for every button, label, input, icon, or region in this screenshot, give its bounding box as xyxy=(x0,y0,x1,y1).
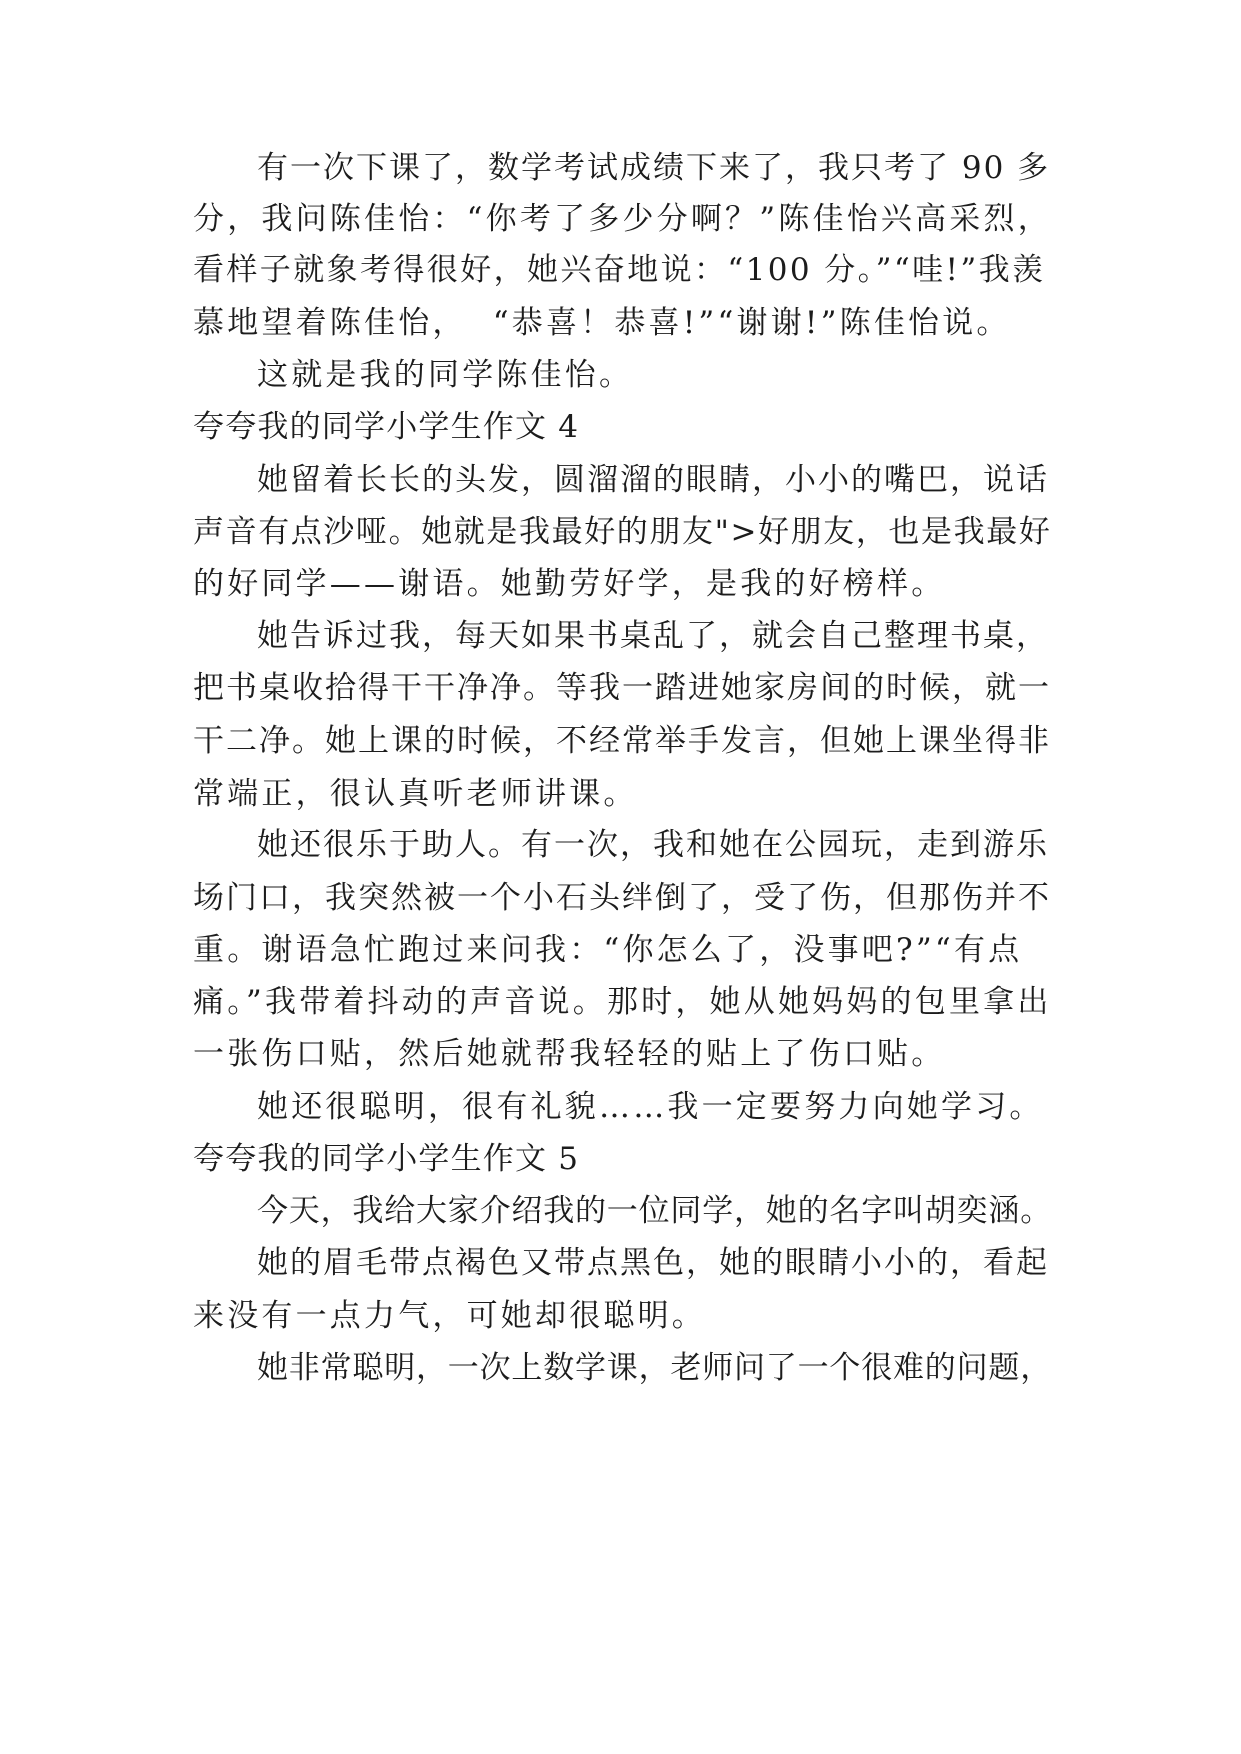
paragraph-line: 场门口，我突然被一个小石头绊倒了，受了伤，但那伤并不 xyxy=(193,880,1051,916)
paragraph-line: 她的眉毛带点褐色又带点黑色，她的眼睛小小的，看起 xyxy=(257,1245,1049,1281)
paragraph-line: 的好同学——谢语。她勤劳好学，是我的好榜样。 xyxy=(193,566,946,602)
paragraph-line: 慕地望着陈佳怡， “恭喜！恭喜!”“谢谢!”陈佳怡说。 xyxy=(193,305,1011,341)
paragraph-line: 有一次下课了，数学考试成绩下来了，我只考了 90 多 xyxy=(257,150,1051,186)
paragraph-line: 她留着长长的头发，圆溜溜的眼睛，小小的嘴巴，说话 xyxy=(257,462,1049,498)
paragraph-line: 她还很乐于助人。有一次，我和她在公园玩，走到游乐 xyxy=(257,827,1049,863)
paragraph-line: 分，我问陈佳怡：“你考了多少分啊？”陈佳怡兴高采烈， xyxy=(193,201,1052,237)
paragraph-line: 常端正，很认真听老师讲课。 xyxy=(193,776,638,812)
paragraph-line: 她还很聪明，很有礼貌……我一定要努力向她学习。 xyxy=(257,1089,1044,1125)
paragraph-line: 重。谢语急忙跑过来问我：“你怎么了，没事吧?”“有点 xyxy=(193,932,1023,968)
paragraph-line: 干二净。她上课的时候，不经常举手发言，但她上课坐得非 xyxy=(193,723,1051,759)
paragraph-line: 看样子就象考得很好，她兴奋地说：“100 分。”“哇!”我羡 xyxy=(193,252,1046,288)
paragraph-line: 今天，我给大家介绍我的一位同学，她的名字叫胡奕涵。 xyxy=(257,1193,1052,1229)
paragraph-line: 来没有一点力气，可她却很聪明。 xyxy=(193,1298,706,1334)
paragraph-line: 她非常聪明，一次上数学课，老师问了一个很难的问题， xyxy=(257,1350,1052,1386)
section-heading: 夸夸我的同学小学生作文 4 xyxy=(193,409,580,445)
paragraph-line: 这就是我的同学陈佳怡。 xyxy=(257,357,634,393)
paragraph-line: 把书桌收拾得干干净净。等我一踏进她家房间的时候，就一 xyxy=(193,670,1051,706)
paragraph-line: 声音有点沙哑。她就是我最好的朋友">好朋友，也是我最好 xyxy=(193,514,1052,550)
section-heading: 夸夸我的同学小学生作文 5 xyxy=(193,1141,580,1177)
paragraph-line: 她告诉过我，每天如果书桌乱了，就会自己整理书桌， xyxy=(257,618,1049,654)
paragraph-line: 痛。”我带着抖动的声音说。那时，她从她妈妈的包里拿出 xyxy=(193,984,1052,1020)
paragraph-line: 一张伤口贴，然后她就帮我轻轻的贴上了伤口贴。 xyxy=(193,1036,946,1072)
